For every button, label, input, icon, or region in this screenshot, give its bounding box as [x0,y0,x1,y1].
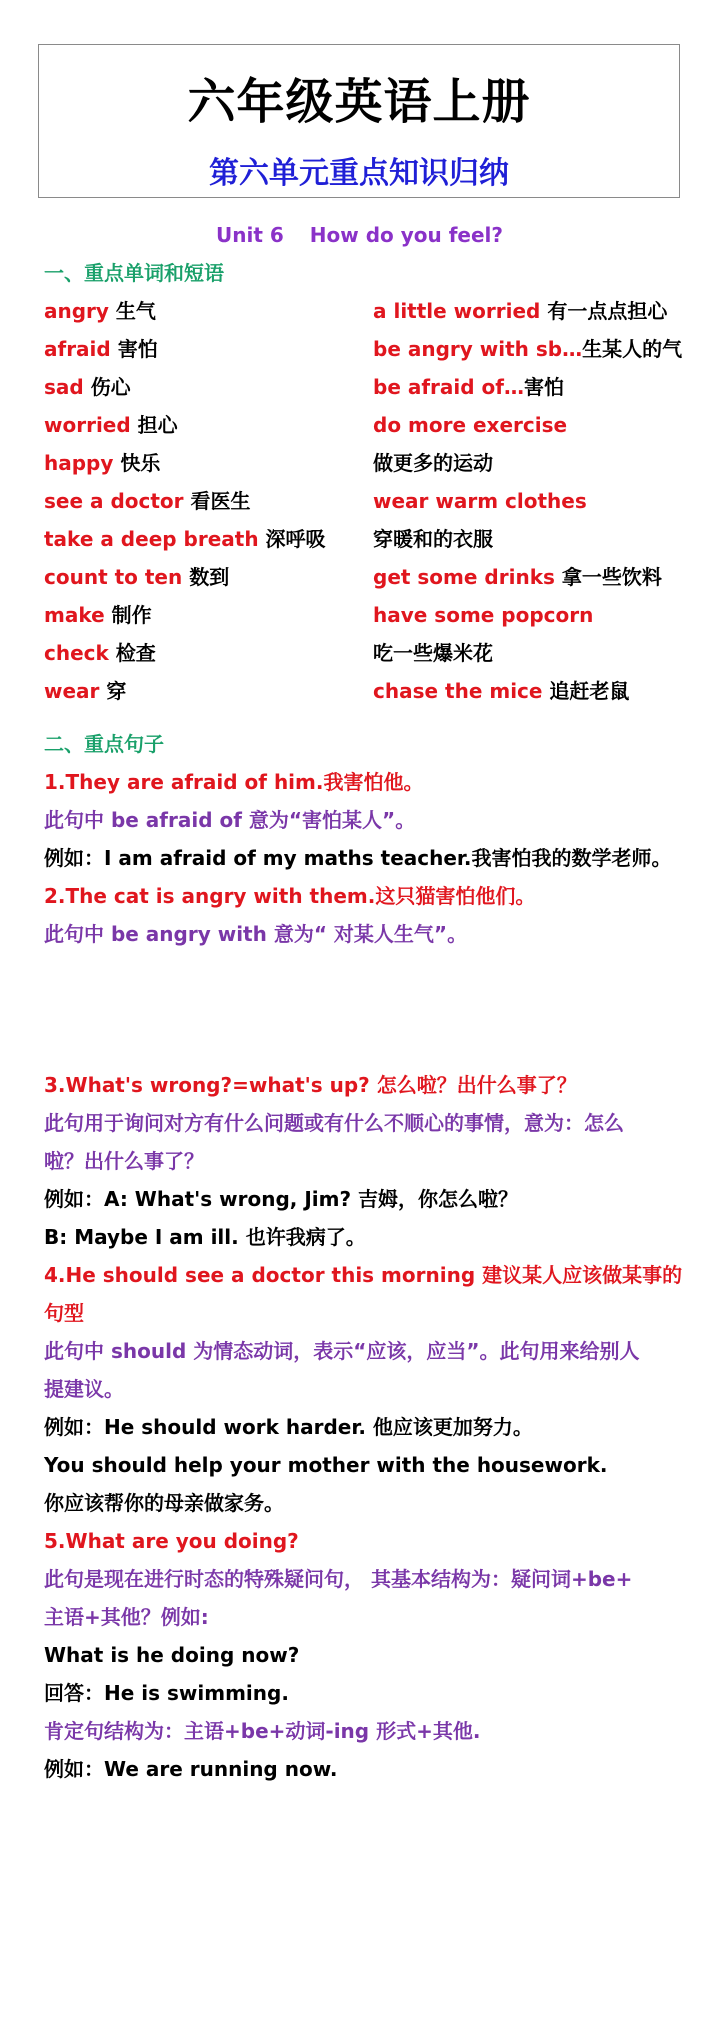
vocab-en: wear warm clothes [373,489,587,513]
vocab-left-item [44,525,326,553]
note-4-cont: 提建议。 [44,1377,124,1401]
vocab-zh: 制作 [104,603,152,627]
example-1: 例如：I am afraid of my maths teacher.我害怕我的数学老师。 [44,846,672,870]
vocab-zh: 深呼吸 [258,527,326,551]
vocab-left-item [44,601,152,629]
vocab-en: see a doctor [44,489,184,513]
vocab-left-item [44,335,158,363]
vocab-zh: 生气 [108,299,156,323]
example-5-answer: 回答：He is swimming. [44,1681,289,1705]
vocab-en: chase the mice [373,679,543,703]
unit-title: How do you feel? [309,223,503,247]
vocab-en: happy [44,451,114,475]
vocab-zh: 数到 [182,565,230,589]
note-3-cont: 啦？出什么事了？ [44,1149,204,1173]
note-5-cont: 主语+其他？例如: [44,1605,209,1629]
vocab-zh: 拿一些饮料 [554,565,662,589]
vocab-zh: 有一点点担心 [540,299,668,323]
vocab-right-item [373,601,593,629]
vocab-left-item [44,487,251,515]
vocab-left-item [44,411,178,439]
vocab-right-item [373,487,587,515]
vocab-en: wear [44,679,100,703]
example-4b: You should help your mother with the housework. [44,1453,608,1477]
vocab-zh: 追赶老鼠 [542,679,630,703]
title-box [38,44,680,198]
vocab-right-item [373,411,567,439]
vocab-right-item [373,639,493,667]
sentence-2: 2.The cat is angry with them.这只猫害怕他们。 [44,884,536,908]
vocab-zh: 伤心 [83,375,131,399]
example-5-question: What is he doing now? [44,1643,300,1667]
vocab-en: check [44,641,109,665]
vocab-right-item [373,373,564,401]
example-5-affirmative: 例如：We are running now. [44,1757,338,1781]
vocab-en: take a deep breath [44,527,259,551]
vocab-en: make [44,603,105,627]
sentence-3: 3.What's wrong?=what's up? 怎么啦？出什么事了？ [44,1073,577,1097]
note-3: 此句用于询问对方有什么问题或有什么不顺心的事情，意为：怎么 [44,1111,624,1135]
vocab-zh: 快乐 [113,451,161,475]
vocab-right-item [373,563,662,591]
vocab-en: have some popcorn [373,603,594,627]
vocab-right-item [373,677,629,705]
vocab-zh: 穿暖和的衣服 [373,527,493,551]
note-4: 此句中 should 为情态动词，表示“应该，应当”。此句用来给别人 [44,1339,640,1363]
vocab-right-item [373,335,682,363]
example-4b-translation: 你应该帮你的母亲做家务。 [44,1491,284,1515]
page-subtitle: 第六单元重点知识归纳 [209,156,509,191]
example-3b: B: Maybe I am ill. 也许我病了。 [44,1225,366,1249]
section1-heading: 一、重点单词和短语 [44,261,224,285]
vocab-right-item [373,525,493,553]
sentence-5: 5.What are you doing? [44,1529,299,1553]
example-3a: 例如：A: What's wrong, Jim? 吉姆，你怎么啦？ [44,1187,519,1211]
vocab-zh: 担心 [130,413,178,437]
vocab-en: be angry with sb… [373,337,583,361]
vocab-en: sad [44,375,84,399]
vocab-zh: 害怕 [110,337,158,361]
unit-number: Unit 6 [216,223,284,247]
vocab-en: count to ten [44,565,183,589]
vocab-en: angry [44,299,109,323]
vocab-zh: 看医生 [183,489,251,513]
example-4a: 例如：He should work harder. 他应该更加努力。 [44,1415,533,1439]
vocab-zh: 穿 [99,679,127,703]
vocab-left-item [44,563,229,591]
vocab-en: afraid [44,337,111,361]
vocab-right-item [373,297,667,325]
vocab-left-item [44,677,126,705]
vocab-left-item [44,449,160,477]
note-2: 此句中 be angry with 意为“ 对某人生气”。 [44,922,468,946]
vocab-zh: 检查 [108,641,156,665]
vocab-en: a little worried [373,299,541,323]
vocab-zh: 做更多的运动 [373,451,493,475]
vocab-left-item [44,639,156,667]
note-5-affirmative: 肯定句结构为：主语+be+动词-ing 形式+其他. [44,1719,481,1743]
vocab-zh: 吃一些爆米花 [373,641,493,665]
section2-heading: 二、重点句子 [44,732,164,756]
vocab-zh: 害怕 [523,375,564,399]
sentence-4: 4.He should see a doctor this morning 建议某人应该做某事的 [44,1263,683,1287]
vocab-en: get some drinks [373,565,555,589]
note-1: 此句中 be afraid of 意为“害怕某人”。 [44,808,416,832]
vocab-zh: 生某人的气 [582,337,683,361]
vocab-left-item [44,297,156,325]
vocab-right-item [373,449,493,477]
vocab-en: worried [44,413,131,437]
sentence-1: 1.They are afraid of him.我害怕他。 [44,770,424,794]
vocab-en: do more exercise [373,413,568,437]
note-5: 此句是现在进行时态的特殊疑问句， 其基本结构为：疑问词+be+ [44,1567,633,1591]
unit-heading [0,223,719,247]
vocab-en: be afraid of… [373,375,524,399]
vocab-left-item [44,373,131,401]
page-title: 六年级英语上册 [187,74,531,130]
sentence-4-cont: 句型 [44,1301,84,1325]
